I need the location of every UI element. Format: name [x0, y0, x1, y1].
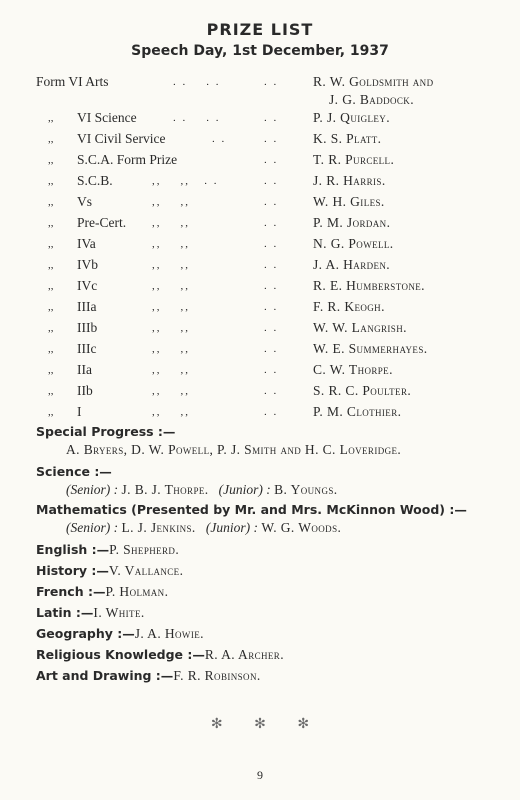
prize-winner: J. G. Baddock.: [329, 92, 414, 107]
leader-dots: . .: [264, 259, 279, 271]
subject-prize-english: [36, 542, 179, 558]
subject-heading: English :—: [36, 542, 110, 557]
prize-row: [0, 297, 520, 317]
form-name: IVb: [77, 257, 98, 272]
ditto-mark: ,, ,,: [152, 364, 190, 376]
senior-label: (Senior) :: [66, 520, 119, 535]
prize-row: [0, 150, 520, 170]
section-heading-mathematics: Mathematics (Presented by Mr. and Mrs. McKinnon Wood) :—: [36, 502, 467, 517]
subject-winner: V. Vallance.: [108, 563, 184, 578]
prize-row: [0, 171, 520, 191]
form-name: I: [77, 404, 82, 419]
junior-label: (Junior) :: [218, 482, 271, 497]
ditto-mark: ,,: [48, 238, 54, 250]
ditto-mark: ,,: [48, 217, 54, 229]
leader-dots: . .: [264, 238, 279, 250]
form-name: VI Science: [77, 110, 137, 125]
prize-row: [0, 255, 520, 275]
ditto-mark: ,,: [48, 175, 54, 187]
ditto-mark: ,,: [48, 364, 54, 376]
star-ornament-icon: ✻: [210, 717, 223, 732]
form-name: S.C.B.: [77, 173, 113, 188]
form-name: Form VI Arts: [36, 74, 109, 89]
prize-winner: J. A. Harden.: [313, 257, 391, 272]
prize-winner: S. R. C. Poulter.: [313, 383, 412, 398]
mathematics-junior-winner: W. G. Woods.: [261, 520, 342, 535]
ditto-mark: ,,: [48, 385, 54, 397]
ditto-mark: ,,: [48, 406, 54, 418]
leader-dots: . .: [264, 322, 279, 334]
subject-heading: Art and Drawing :—: [36, 668, 174, 683]
subject-winner: R. A. Archer.: [204, 647, 284, 662]
leader-dots: . .: [264, 217, 279, 229]
ditto-mark: ,, ,,: [152, 301, 190, 313]
prize-winner: K. S. Platt.: [313, 131, 382, 146]
ditto-mark: ,,: [48, 154, 54, 166]
page-title: PRIZE LIST: [206, 20, 314, 39]
leader-dots: . . . .: [173, 76, 221, 88]
leader-dots: . .: [264, 112, 279, 124]
prize-winner: W. W. Langrish.: [313, 320, 407, 335]
ditto-mark: ,,: [48, 112, 54, 124]
subject-heading: Geography :—: [36, 626, 135, 641]
prize-row: [0, 213, 520, 233]
ditto-mark: ,,: [48, 301, 54, 313]
form-name: IVc: [77, 278, 98, 293]
leader-dots: . .: [264, 196, 279, 208]
form-name: Pre-Cert.: [77, 215, 127, 230]
junior-label: (Junior) :: [205, 520, 258, 535]
prize-winner: F. R. Keogh.: [313, 299, 385, 314]
special-progress-winners: A. Bryers, D. W. Powell, P. J. Smith and H. C. Loveridge.: [66, 442, 402, 457]
science-senior-winner: J. B. J. Thorpe.: [121, 482, 209, 497]
leader-dots: . .: [264, 175, 279, 187]
leader-dots: . .: [264, 301, 279, 313]
form-name: IIIa: [77, 299, 97, 314]
subject-prize-religious-knowledge: [36, 647, 284, 663]
leader-dots: . .: [264, 343, 279, 355]
ditto-mark: ,, ,,: [152, 280, 190, 292]
ditto-mark: ,, ,,: [152, 343, 190, 355]
prize-row: [0, 360, 520, 380]
subject-prize-french: [36, 584, 168, 600]
form-name: IIIb: [77, 320, 98, 335]
leader-dots: . .: [212, 133, 227, 145]
subject-winner: P. Shepherd.: [109, 542, 180, 557]
form-name: Vs: [77, 194, 93, 209]
prize-winner: R. E. Humberstone.: [313, 278, 425, 293]
leader-dots: . . . .: [173, 112, 221, 124]
mathematics-senior-winner: L. J. Jenkins.: [121, 520, 196, 535]
ditto-mark: ,,: [48, 259, 54, 271]
ditto-mark: ,,: [48, 280, 54, 292]
prize-row: [0, 318, 520, 338]
science-winners: [66, 482, 338, 498]
senior-label: (Senior) :: [66, 482, 119, 497]
section-heading-science: Science :—: [36, 464, 112, 479]
prize-row: [0, 108, 520, 128]
prize-row: [0, 339, 520, 359]
subject-winner: F. R. Robinson.: [173, 668, 261, 683]
leader-dots: . .: [264, 364, 279, 376]
subject-winner: P. Holman.: [105, 584, 169, 599]
prize-winner: C. W. Thorpe.: [313, 362, 393, 377]
leader-dots: . .: [264, 154, 279, 166]
ditto-mark: ,,: [48, 196, 54, 208]
subject-prize-geography: [36, 626, 204, 642]
subject-heading: French :—: [36, 584, 106, 599]
prize-row: [0, 129, 520, 149]
leader-dots: . .: [264, 133, 279, 145]
prize-row: [0, 276, 520, 296]
ditto-mark: ,, ,,: [152, 238, 190, 250]
star-ornament-icon: ✻: [297, 717, 310, 732]
prize-row: [0, 402, 520, 422]
prize-winner: P. M. Jordan.: [313, 215, 391, 230]
ditto-mark: ,,: [48, 343, 54, 355]
ditto-mark: ,, ,,: [152, 259, 190, 271]
ditto-mark: ,,: [48, 133, 54, 145]
subject-heading: Religious Knowledge :—: [36, 647, 205, 662]
prize-winner: R. W. Goldsmith and: [313, 74, 434, 89]
ditto-mark: ,,: [48, 322, 54, 334]
subject-winner: I. White.: [93, 605, 145, 620]
form-name: IIa: [77, 362, 92, 377]
prize-winner: W. H. Giles.: [313, 194, 385, 209]
subject-heading: History :—: [36, 563, 109, 578]
ditto-mark: ,, ,,: [152, 217, 190, 229]
page-number: 9: [257, 768, 263, 782]
ditto-mark: ,, ,,: [152, 385, 190, 397]
ditto-mark: ,, ,,: [152, 196, 190, 208]
form-name: S.C.A. Form Prize: [77, 152, 178, 167]
prize-winner: P. M. Clothier.: [313, 404, 402, 419]
leader-dots: . .: [264, 385, 279, 397]
leader-dots: . .: [264, 406, 279, 418]
prize-row: [0, 234, 520, 254]
subject-prize-art-and-drawing: [36, 668, 261, 684]
prize-row: [0, 192, 520, 212]
form-name: VI Civil Service: [77, 131, 166, 146]
section-heading-special-progress: Special Progress :—: [36, 424, 176, 439]
form-name: IIIc: [77, 341, 97, 356]
mathematics-winners: [66, 520, 341, 536]
science-junior-winner: B. Youngs.: [274, 482, 338, 497]
prize-row: [0, 72, 520, 107]
leader-dots: . .: [264, 76, 279, 88]
subject-heading: Latin :—: [36, 605, 94, 620]
star-ornament-icon: ✻: [254, 717, 266, 732]
prize-winner: P. J. Quigley.: [313, 110, 390, 125]
leader-dots: . .: [264, 280, 279, 292]
subject-prize-history: [36, 563, 183, 579]
prize-row: [0, 381, 520, 401]
form-name: IVa: [77, 236, 96, 251]
prize-winner: T. R. Purcell.: [313, 152, 395, 167]
ditto-mark: ,, ,,: [152, 322, 190, 334]
prize-winner: W. E. Summerhayes.: [313, 341, 428, 356]
ditto-mark: ,, ,,: [152, 406, 190, 418]
ornament-divider: [0, 716, 520, 733]
ditto-mark: ,, ,, . .: [152, 175, 219, 187]
subject-prize-latin: [36, 605, 145, 621]
prize-winner: N. G. Powell.: [313, 236, 394, 251]
page-subtitle: Speech Day, 1st December, 1937: [131, 43, 389, 59]
form-name: IIb: [77, 383, 93, 398]
prize-winner: J. R. Harris.: [313, 173, 386, 188]
subject-winner: J. A. Howie.: [134, 626, 204, 641]
